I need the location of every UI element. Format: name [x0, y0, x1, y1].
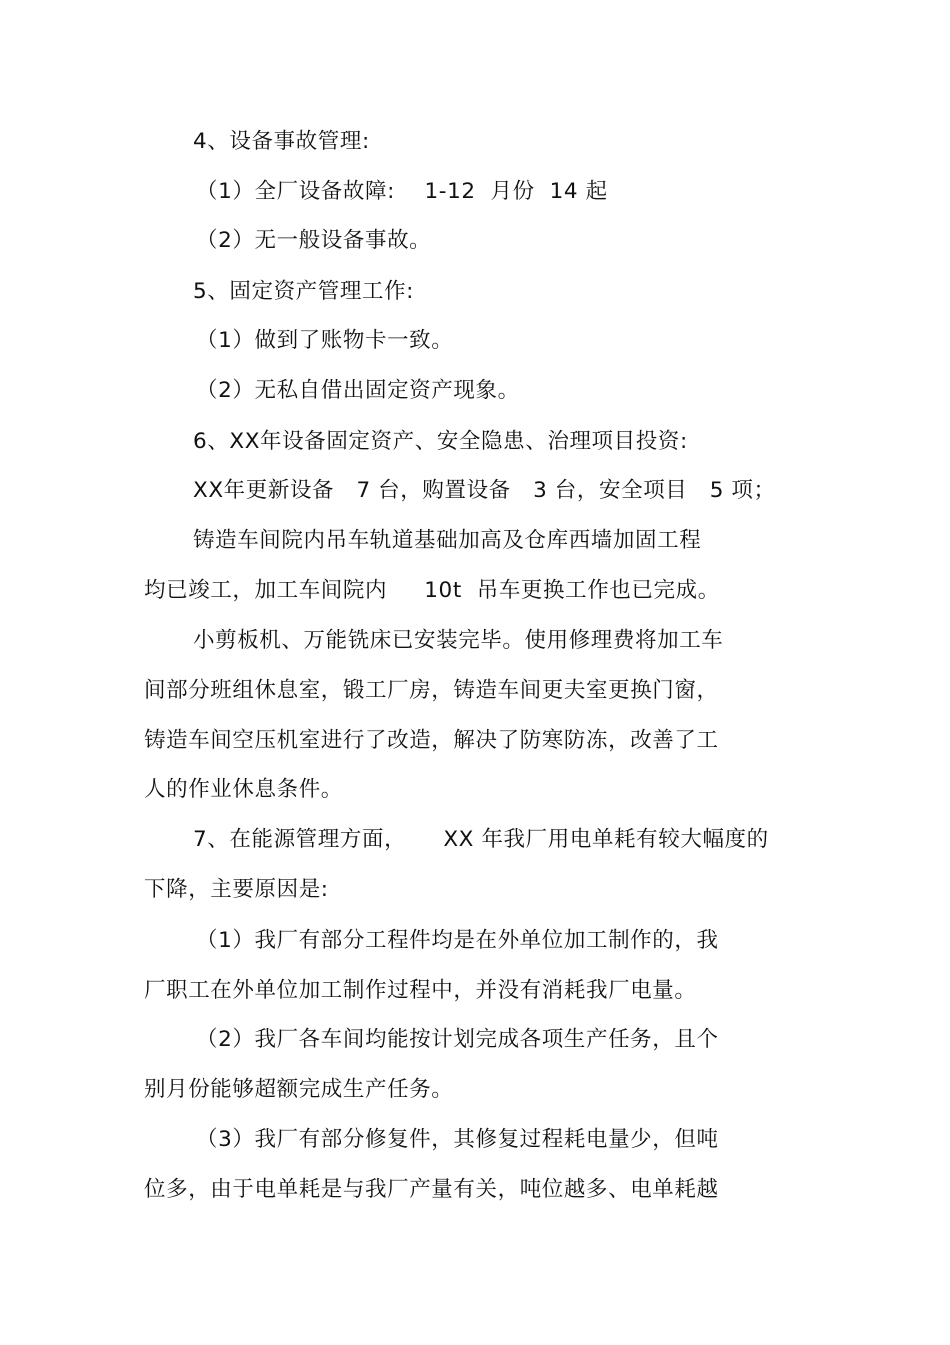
text-line: 5、固定资产管理工作:	[193, 279, 415, 304]
text-line: （2）无一般设备事故。	[196, 228, 432, 253]
text-line: 7、在能源管理方面， XX 年我厂用电单耗有较大幅度的	[193, 827, 769, 852]
text-line: 铸造车间空压机室进行了改造，解决了防寒防冻，改善了工	[144, 728, 719, 753]
text-line: 均已竣工，加工车间院内 10t 吊车更换工作也已完成。	[144, 578, 720, 603]
text-line: 6、XX年设备固定资产、安全隐患、治理项目投资:	[193, 429, 688, 454]
text-line: （2）无私自借出固定资产现象。	[196, 378, 520, 403]
text-line: 间部分班组休息室，锻工厂房，铸造车间更夫室更换门窗，	[144, 678, 719, 703]
text-line: （1）做到了账物卡一致。	[196, 328, 454, 353]
text-line: 下降，主要原因是:	[144, 877, 329, 902]
text-line: 小剪板机、万能铣床已安装完毕。使用修理费将加工车	[193, 628, 724, 653]
text-line: （1）我厂有部分工程件均是在外单位加工制作的，我	[196, 928, 719, 953]
text-line: 4、设备事故管理:	[193, 129, 370, 154]
text-line: （2）我厂各车间均能按计划完成各项生产任务，且个	[196, 1027, 719, 1052]
text-line: XX年更新设备 7 台，购置设备 3 台，安全项目 5 项；	[193, 478, 776, 503]
text-line: （1）全厂设备故障: 1-12 月份 14 起	[196, 179, 608, 204]
text-line: 厂职工在外单位加工制作过程中，并没有消耗我厂电量。	[144, 978, 697, 1003]
text-line: 位多，由于电单耗是与我厂产量有关，吨位越多、电单耗越	[144, 1177, 719, 1202]
text-line: （3）我厂有部分修复件，其修复过程耗电量少，但吨	[196, 1127, 719, 1152]
text-line: 人的作业休息条件。	[144, 777, 343, 802]
text-line: 铸造车间院内吊车轨道基础加高及仓库西墙加固工程	[193, 528, 702, 553]
text-line: 别月份能够超额完成生产任务。	[144, 1077, 454, 1102]
